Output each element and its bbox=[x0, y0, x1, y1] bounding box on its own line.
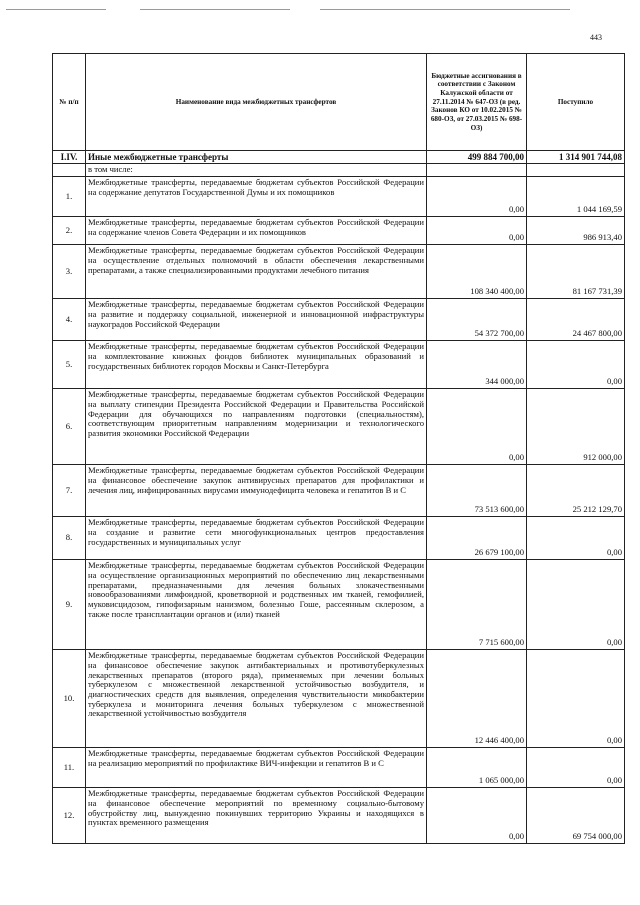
subheader-row bbox=[53, 164, 625, 177]
table-row bbox=[53, 748, 625, 788]
row-name: Межбюджетные трансферты, передаваемые бюджетам субъектов Российской Федерации на реализацию мероприятий по профилактике ВИЧ-инфекции и гепатитов В и С bbox=[86, 748, 427, 788]
scan-artifact bbox=[6, 9, 106, 10]
row-budget: 344 000,00 bbox=[427, 341, 527, 389]
header-budget: Бюджетные ассигнования в соответствии с Законом Калужской области от 27.11.2014 № 647-ОЗ (в ред. Законов КО от 10.02.2015 № 680-ОЗ, от 27.03.2015 № 698-ОЗ) bbox=[427, 54, 527, 151]
row-received: 986 913,40 bbox=[527, 217, 625, 245]
row-name: Межбюджетные трансферты, передаваемые бюджетам субъектов Российской Федерации на содержание депутатов Государственной Думы и их помощников bbox=[86, 177, 427, 217]
row-received: 25 212 129,70 bbox=[527, 465, 625, 517]
header-num: № п/п bbox=[53, 54, 86, 151]
row-budget: 54 372 700,00 bbox=[427, 299, 527, 341]
row-num: 5. bbox=[53, 341, 86, 389]
table-row bbox=[53, 245, 625, 299]
table-row bbox=[53, 465, 625, 517]
row-budget: 108 340 400,00 bbox=[427, 245, 527, 299]
row-num: 3. bbox=[53, 245, 86, 299]
table-row bbox=[53, 560, 625, 650]
transfers-table bbox=[52, 53, 625, 844]
subheader-text: в том числе: bbox=[86, 164, 427, 177]
row-budget: 0,00 bbox=[427, 217, 527, 245]
row-received: 0,00 bbox=[527, 517, 625, 560]
row-received: 1 044 169,59 bbox=[527, 177, 625, 217]
table-row bbox=[53, 517, 625, 560]
row-name: Межбюджетные трансферты, передаваемые бюджетам субъектов Российской Федерации на содержание членов Совета Федерации и их помощников bbox=[86, 217, 427, 245]
row-num: 2. bbox=[53, 217, 86, 245]
section-received: 1 314 901 744,08 bbox=[527, 151, 625, 164]
section-num: I.IV. bbox=[53, 151, 86, 164]
page-number: 443 bbox=[590, 33, 602, 42]
row-received: 81 167 731,39 bbox=[527, 245, 625, 299]
row-received: 912 000,00 bbox=[527, 389, 625, 465]
table-row bbox=[53, 389, 625, 465]
row-num: 9. bbox=[53, 560, 86, 650]
row-num: 10. bbox=[53, 650, 86, 748]
row-name: Межбюджетные трансферты, передаваемые бюджетам субъектов Российской Федерации на развитие и поддержку социальной, инженерной и инновационной инфраструктуры наукоградов Российской Федерации bbox=[86, 299, 427, 341]
table-row bbox=[53, 341, 625, 389]
row-name: Межбюджетные трансферты, передаваемые бюджетам субъектов Российской Федерации на комплектование книжных фондов библиотек муниципальных образований и государственных библиотек городов Москвы и Санкт-Петербурга bbox=[86, 341, 427, 389]
row-budget: 26 679 100,00 bbox=[427, 517, 527, 560]
header-name: Наименование вида межбюджетных трансфертов bbox=[86, 54, 427, 151]
row-name: Межбюджетные трансферты, передаваемые бюджетам субъектов Российской Федерации на осуществление отдельных полномочий в области обеспечения лекарственными препаратами, а также специализированными продуктами лечебного питания bbox=[86, 245, 427, 299]
row-received: 0,00 bbox=[527, 341, 625, 389]
row-name: Межбюджетные трансферты, передаваемые бюджетам субъектов Российской Федерации на финансовое обеспечение закупок антивирусных препаратов для профилактики и лечения лиц, инфицированных вирусами иммунодефицита человека и гепатитов В и С bbox=[86, 465, 427, 517]
row-name: Межбюджетные трансферты, передаваемые бюджетам субъектов Российской Федерации на финансовое обеспечение мероприятий по временному социально-бытовому обустройству лиц, вынужденно покинувших территорию Украины и находящихся в пунктах временного размещения bbox=[86, 788, 427, 844]
table-row bbox=[53, 299, 625, 341]
scan-artifact bbox=[140, 9, 290, 10]
row-num: 4. bbox=[53, 299, 86, 341]
table-row bbox=[53, 788, 625, 844]
row-num: 12. bbox=[53, 788, 86, 844]
row-name: Межбюджетные трансферты, передаваемые бюджетам субъектов Российской Федерации на финансовое обеспечение закупок антибактериальных и противотуберкулезных лекарственных препаратов (второго ряда), применяемых при лечении больных туберкулезом с множественной лекарственной устойчивостью возбудителя, и диагностических средств для выявления, определения чувствительности микобактерии туберкулеза и мониторинга лечения больных туберкулезом с множественной лекарственной устойчивостью возбудителя bbox=[86, 650, 427, 748]
table-row bbox=[53, 177, 625, 217]
section-row bbox=[53, 151, 625, 164]
row-budget: 7 715 600,00 bbox=[427, 560, 527, 650]
row-received: 0,00 bbox=[527, 748, 625, 788]
row-num: 6. bbox=[53, 389, 86, 465]
section-budget: 499 884 700,00 bbox=[427, 151, 527, 164]
row-num: 11. bbox=[53, 748, 86, 788]
table-header-row bbox=[53, 54, 625, 151]
row-budget: 1 065 000,00 bbox=[427, 748, 527, 788]
row-received: 24 467 800,00 bbox=[527, 299, 625, 341]
row-name: Межбюджетные трансферты, передаваемые бюджетам субъектов Российской Федерации на создание и развитие сети многофункциональных центров предоставления государственных и муниципальных услуг bbox=[86, 517, 427, 560]
table-row bbox=[53, 650, 625, 748]
section-name: Иные межбюджетные трансферты bbox=[86, 151, 427, 164]
table-row bbox=[53, 217, 625, 245]
row-budget: 0,00 bbox=[427, 177, 527, 217]
empty-cell bbox=[527, 164, 625, 177]
header-received: Поступило bbox=[527, 54, 625, 151]
row-name: Межбюджетные трансферты, передаваемые бюджетам субъектов Российской Федерации на выплату стипендии Президента Российской Федерации и Правительства Российской Федерации для обучающихся по направлениям подготовки (специальностям), соответствующим приоритетным направлениям модернизации и технологического развития экономики Российской Федерации bbox=[86, 389, 427, 465]
scan-artifact bbox=[320, 9, 570, 10]
empty-cell bbox=[53, 164, 86, 177]
row-name: Межбюджетные трансферты, передаваемые бюджетам субъектов Российской Федерации на осуществление организационных мероприятий по обеспечению лиц лекарственными препаратами, предназначенными для лечения больных злокачественными новообразованиями лимфоидной, кроветворной и родственных им тканей, гемофилией, муковисцидозом, гипофизарным нанизмом, болезнью Гоше, рассеянным склерозом, а также после трансплантации органов и (или) тканей bbox=[86, 560, 427, 650]
row-received: 69 754 000,00 bbox=[527, 788, 625, 844]
row-budget: 73 513 600,00 bbox=[427, 465, 527, 517]
row-num: 1. bbox=[53, 177, 86, 217]
row-num: 8. bbox=[53, 517, 86, 560]
row-budget: 0,00 bbox=[427, 788, 527, 844]
row-num: 7. bbox=[53, 465, 86, 517]
row-budget: 12 446 400,00 bbox=[427, 650, 527, 748]
row-received: 0,00 bbox=[527, 560, 625, 650]
row-received: 0,00 bbox=[527, 650, 625, 748]
empty-cell bbox=[427, 164, 527, 177]
row-budget: 0,00 bbox=[427, 389, 527, 465]
